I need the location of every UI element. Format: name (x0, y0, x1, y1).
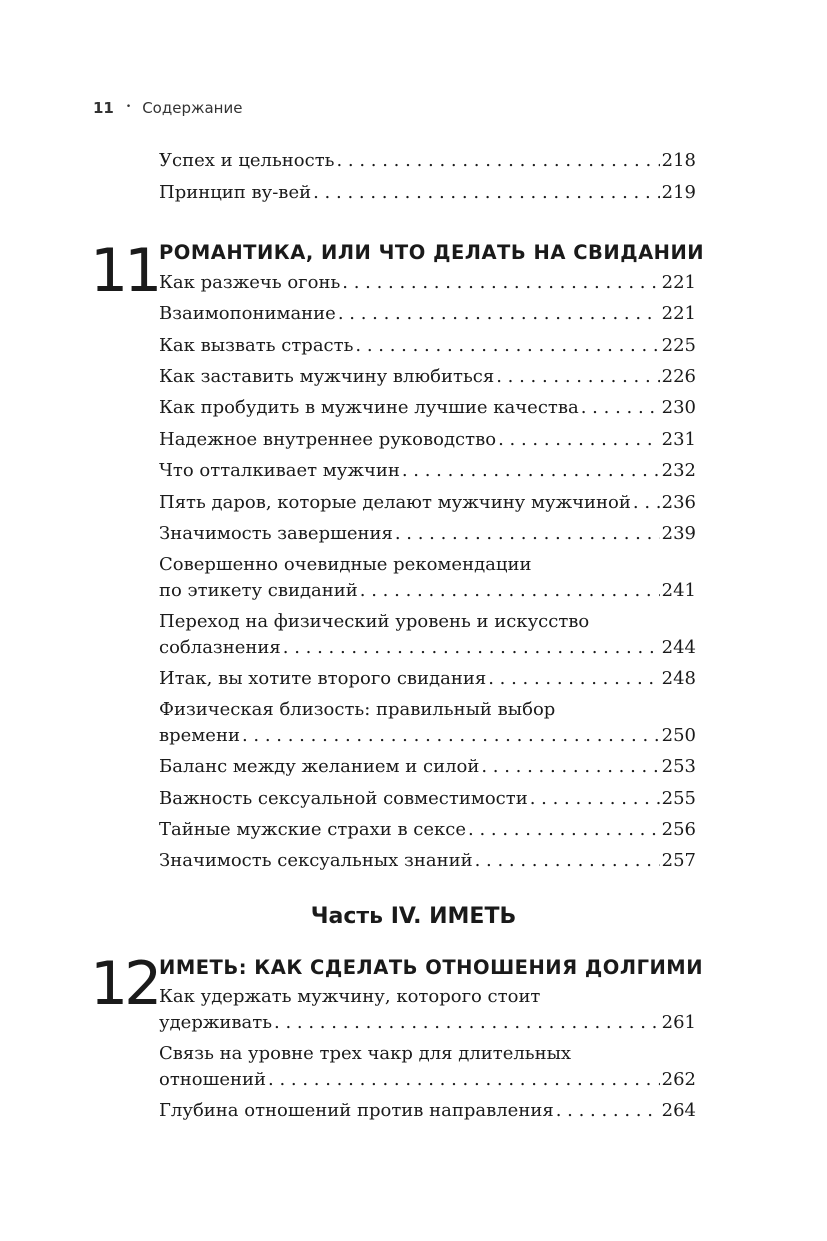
toc-entry[interactable]: Как удержать мужчину, которого стоит удерживать . . . 261 (159, 984, 696, 1036)
toc-entry[interactable]: Как пробудить в мужчине лучшие качества . . . 230 (159, 395, 696, 421)
toc-entry[interactable]: Как вызвать страсть . . . 225 (159, 333, 696, 359)
dot-leader (530, 786, 660, 812)
dot-leader (633, 490, 660, 516)
toc-entry[interactable]: Значимость завершения . . . 239 (159, 521, 696, 547)
dot-leader (313, 180, 660, 206)
dot-leader (355, 333, 659, 359)
dot-leader (336, 148, 659, 174)
dot-leader (338, 301, 660, 327)
bullet-separator: • (125, 102, 132, 112)
toc-entry[interactable]: Надежное внутреннее руководство . . . 231 (159, 427, 696, 453)
dot-leader (581, 395, 660, 421)
dot-leader (556, 1098, 660, 1124)
chapter-title[interactable]: ИМЕТЬ: КАК СДЕЛАТЬ ОТНОШЕНИЯ ДОЛГИМИ (159, 956, 704, 979)
toc-entry[interactable]: Итак, вы хотите второго свидания . . . 248 (159, 666, 696, 692)
dot-leader (475, 848, 660, 874)
section-title: Содержание (142, 99, 243, 117)
toc-entry[interactable]: Как разжечь огонь . . . 221 (159, 270, 696, 296)
toc-entry[interactable]: Значимость сексуальных знаний . . . 257 (159, 848, 696, 874)
toc-entry[interactable]: Баланс между желанием и силой . . . 253 (159, 754, 696, 780)
dot-leader (360, 578, 660, 604)
dot-leader (342, 270, 659, 296)
chapter-title[interactable]: РОМАНТИКА, ИЛИ ЧТО ДЕЛАТЬ НА СВИДАНИИ (159, 241, 705, 264)
dot-leader (283, 635, 660, 661)
chapter-number: 11 (90, 236, 159, 306)
toc-entry[interactable]: Что отталкивает мужчин . . . 232 (159, 458, 696, 484)
dot-leader (468, 817, 660, 843)
toc-entry[interactable]: Тайные мужские страхи в сексе . . . 256 (159, 817, 696, 843)
dot-leader (274, 1010, 660, 1036)
dot-leader (242, 723, 660, 749)
toc-entry[interactable]: Совершенно очевидные рекомендации по этикету свиданий . . . 241 (159, 552, 696, 604)
toc-entry[interactable]: Пять даров, которые делают мужчину мужчиной . . . 236 (159, 490, 696, 516)
page-number: 11 (93, 99, 114, 117)
toc-entry[interactable]: Взаимопонимание . . . 221 (159, 301, 696, 327)
running-header (93, 99, 242, 117)
dot-leader (496, 364, 659, 390)
toc-entry[interactable]: Переход на физический уровень и искусство соблазнения . . . 244 (159, 609, 696, 661)
toc-entry[interactable]: Успех и цельность . . . 218 (159, 148, 696, 174)
dot-leader (268, 1067, 660, 1093)
dot-leader (395, 521, 660, 547)
dot-leader (498, 427, 660, 453)
toc-entry[interactable]: Принцип ву-вей . . . 219 (159, 180, 696, 206)
toc-entry[interactable]: Важность сексуальной совместимости . . . 255 (159, 786, 696, 812)
dot-leader (488, 666, 659, 692)
dot-leader (402, 458, 660, 484)
toc-entry[interactable]: Связь на уровне трех чакр для длительных отношений . . . 262 (159, 1041, 696, 1093)
dot-leader (481, 754, 659, 780)
toc-entry[interactable]: Как заставить мужчину влюбиться . . . 226 (159, 364, 696, 390)
toc-entry[interactable]: Физическая близость: правильный выбор времени . . . 250 (159, 697, 696, 749)
chapter-number: 12 (90, 949, 159, 1019)
part-heading[interactable]: Часть IV. ИМЕТЬ (310, 904, 517, 929)
toc-entry[interactable]: Глубина отношений против направления . . . 264 (159, 1098, 696, 1124)
